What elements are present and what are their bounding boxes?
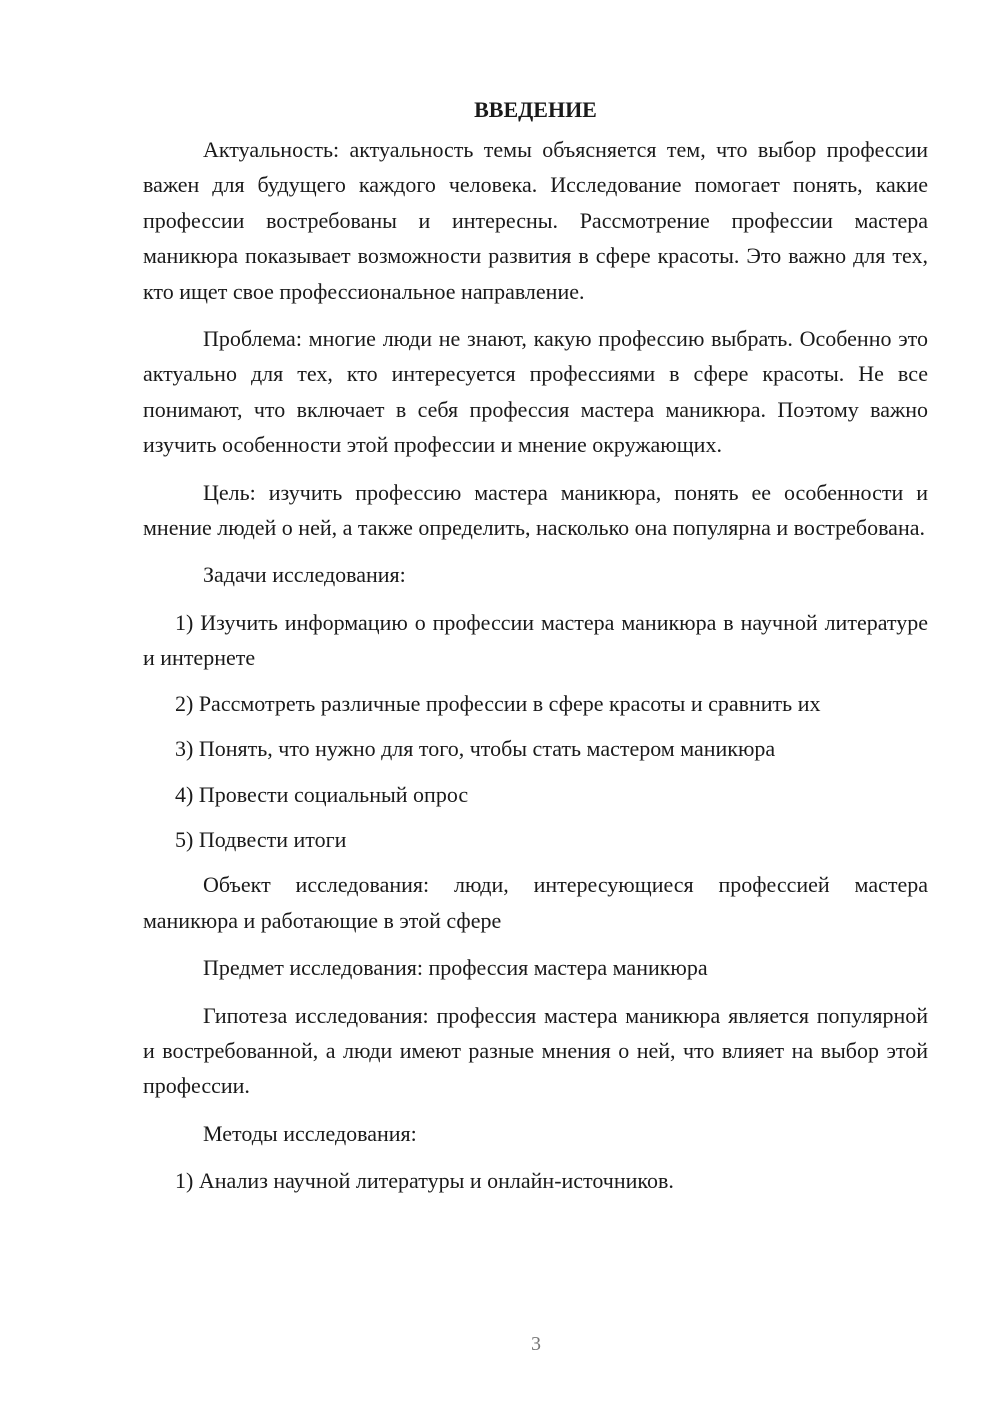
tasks-list: [143, 605, 928, 857]
page-number: 3: [531, 1333, 541, 1355]
hypothesis-paragraph: Гипотеза исследования: профессия мастера маникюра является популярной и востребованной, а люди имеют разные мнения о ней, что влияет на выбор этой профессии.: [143, 1002, 928, 1099]
relevance-paragraph: Актуальность: актуальность темы объясняется тем, что выбор профессии важен для будущего каждого человека. Исследование помогает понять, какие профессии востребованы и интересны. Рассмотрение профессии мастера маникюра показывает возможности развития в сфере красоты. Это важно для тех, кто ищет свое профессиональное направление.: [143, 137, 928, 304]
list-item-task-5: 5) Подвести итоги: [175, 826, 347, 852]
list-item-method-1: 1) Анализ научной литературы и онлайн-источников.: [175, 1168, 674, 1194]
list-item-task-1: 1) Изучить информацию о профессии мастера маникюра в научной литературе и интернете: [143, 609, 928, 671]
methods-heading: Методы исследования:: [203, 1120, 417, 1146]
list-item-task-3: 3) Понять, что нужно для того, чтобы стать мастером маникюра: [175, 736, 776, 762]
subject-paragraph: Предмет исследования: профессия мастера маникюра: [203, 955, 708, 981]
goal-paragraph: Цель: изучить профессию мастера маникюра, понять ее особенности и мнение людей о ней, а также определить, насколько она популярна и востребована.: [143, 479, 928, 541]
list-item-task-2: 2) Рассмотреть различные профессии в сфере красоты и сравнить их: [175, 690, 821, 716]
document-page: [143, 92, 928, 1209]
methods-list: [143, 1163, 928, 1198]
list-item-task-4: 4) Провести социальный опрос: [175, 781, 469, 807]
object-paragraph: Объект исследования: люди, интересующиеся профессией мастера маникюра и работающие в этой сфере: [143, 872, 928, 933]
problem-paragraph: Проблема: многие люди не знают, какую профессию выбрать. Особенно это актуально для тех, кто интересуется профессиями в сфере красоты. Не все понимают, что включает в себя профессия мастера маникюра. Поэтому важно изучить особенности этой профессии и мнение окружающих.: [143, 326, 928, 458]
tasks-heading: Задачи исследования:: [203, 562, 406, 588]
page-title: ВВЕДЕНИЕ: [474, 97, 597, 122]
